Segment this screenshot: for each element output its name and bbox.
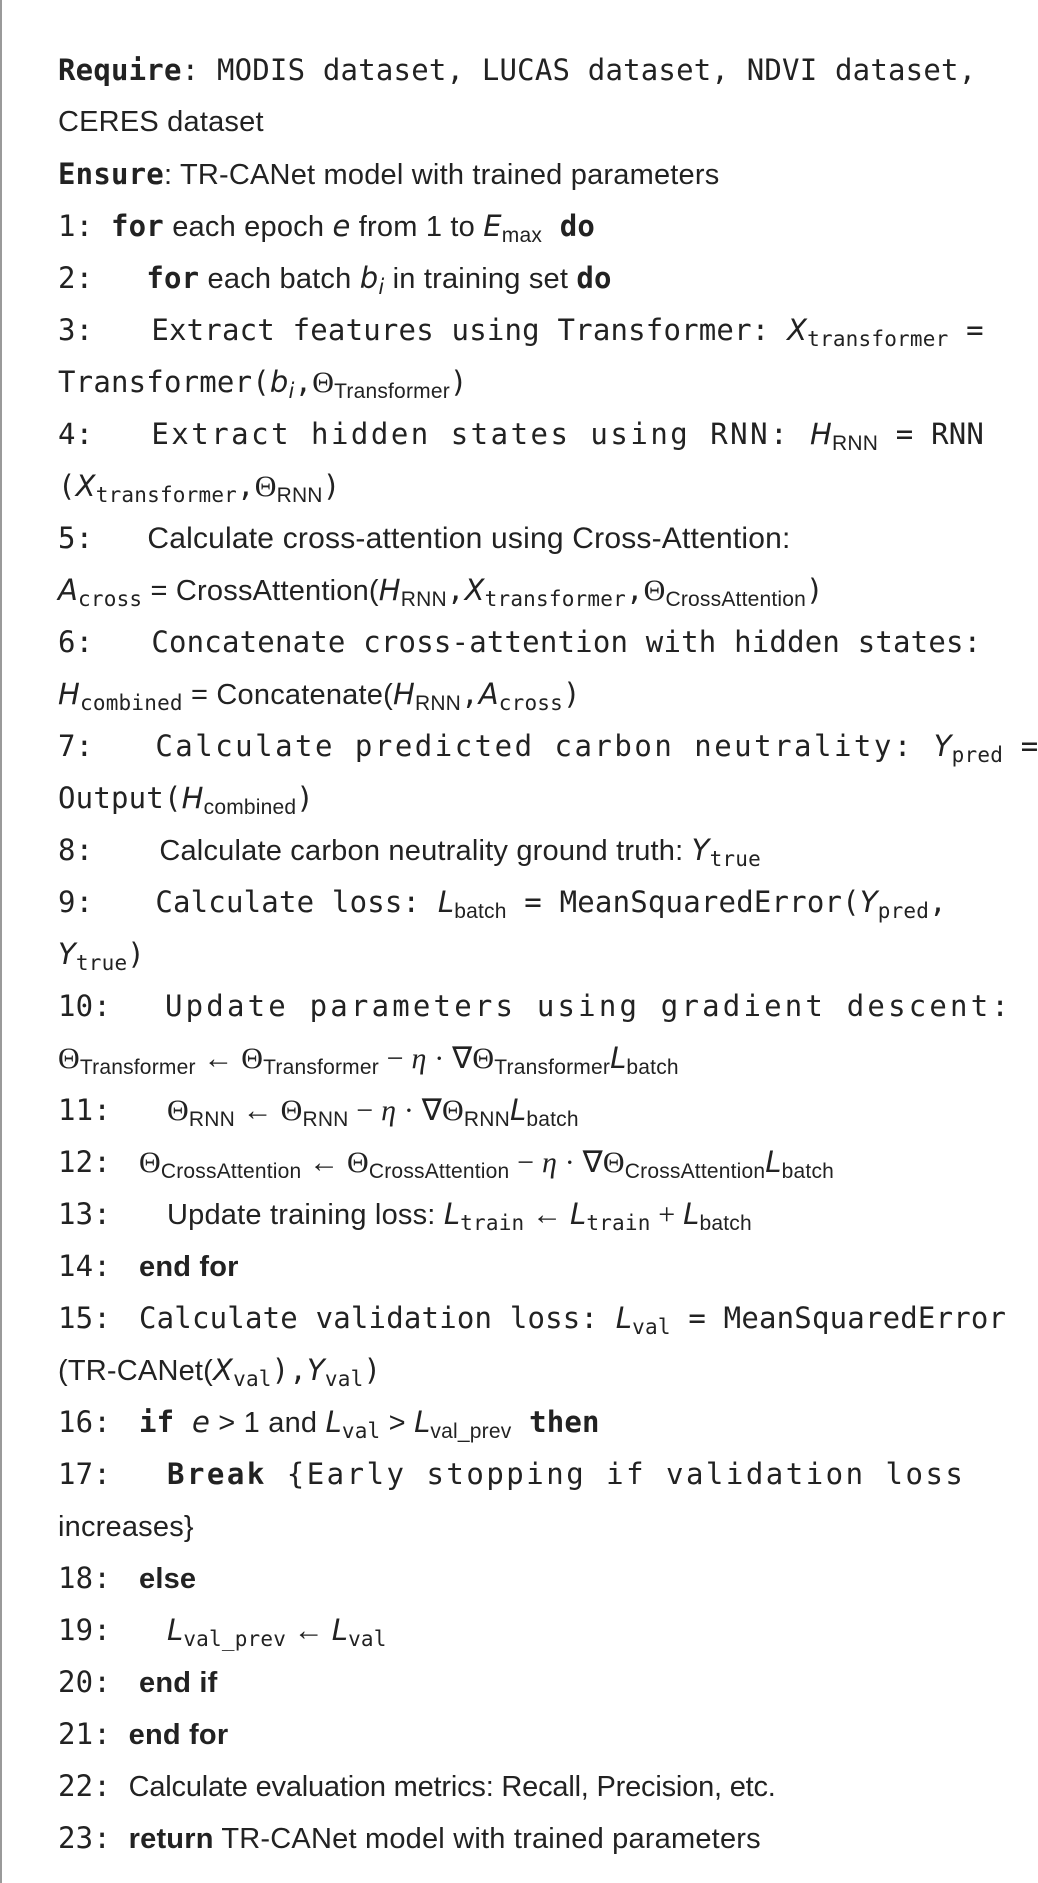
step-text: Calculate carbon neutrality ground truth: (159, 835, 692, 867)
math-var: L (765, 1145, 782, 1179)
step-21 (58, 1708, 998, 1760)
step-text: Update training loss: (166, 1199, 444, 1231)
math-sub: train (460, 1211, 525, 1235)
math-sub: cross (498, 691, 563, 715)
step-5 (58, 512, 998, 564)
step-text: Extract hidden states using RNN: (151, 417, 810, 451)
step-text: each epoch (163, 211, 333, 243)
step-23 (58, 1812, 998, 1864)
step-text: , (625, 573, 644, 607)
step-number: 2: (58, 261, 147, 295)
step-number: 14: (58, 1249, 111, 1283)
math-op: − (509, 1146, 542, 1179)
step-text: from 1 to (350, 211, 484, 243)
left-border (0, 0, 2, 1883)
math-sub: Transformer (334, 380, 450, 403)
math-var: L (443, 1197, 461, 1231)
math-var: L (610, 1041, 627, 1075)
step-4-cont (58, 460, 998, 512)
step-text: ) (363, 1353, 382, 1387)
math-var: H (181, 781, 204, 815)
step-12 (58, 1136, 998, 1188)
step-text: ), (271, 1353, 307, 1387)
step-text: = (1003, 729, 1038, 763)
math-var: X (787, 313, 808, 347)
math-sub: transformer (95, 483, 238, 507)
math-sub: batch (781, 1160, 835, 1183)
math-sub: combined (203, 796, 297, 819)
step-number: 21: (58, 1717, 129, 1751)
math-op: ← (286, 1614, 332, 1647)
math-sub: max (501, 224, 543, 247)
step-number: 20: (58, 1665, 111, 1699)
step-text: > (380, 1407, 415, 1439)
math-sub: val (324, 1367, 364, 1391)
math-var: L (325, 1405, 342, 1439)
math-sub: batch (526, 1108, 579, 1131)
keyword: Break (166, 1457, 267, 1491)
step-17 (58, 1448, 998, 1500)
math-sub: val (348, 1627, 387, 1651)
math-var: ∇Θ (452, 1042, 495, 1075)
math-sub: pred (951, 743, 1004, 767)
math-var: A (478, 677, 499, 711)
step-8 (58, 824, 998, 876)
step-number: 22: (58, 1769, 129, 1803)
math-sub: CrossAttention (160, 1160, 302, 1183)
math-var: H (58, 677, 81, 711)
math-var: L (437, 885, 455, 919)
step-6 (58, 616, 998, 668)
math-var: Θ (58, 1042, 80, 1075)
math-sub: cross (78, 587, 143, 611)
math-var: H (378, 573, 401, 607)
math-var: L (331, 1613, 349, 1647)
math-sub: train (586, 1211, 651, 1235)
math-var: Θ (254, 470, 277, 503)
step-15-cont (58, 1344, 998, 1396)
step-number: 8: (58, 833, 94, 867)
step-10 (58, 980, 1013, 1032)
math-op: · (426, 1042, 453, 1075)
math-sub: val (632, 1315, 671, 1339)
math-sub: i (288, 379, 295, 403)
math-var: Θ (347, 1146, 369, 1179)
step-1 (58, 200, 998, 252)
step-15 (58, 1292, 1007, 1344)
step-text: , (237, 469, 255, 503)
math-var: Θ (280, 1094, 303, 1127)
step-text: ( (58, 469, 76, 503)
math-op: − (378, 1042, 412, 1075)
require-line-cont (58, 96, 998, 148)
math-var: L (570, 1197, 587, 1231)
step-text: = MeanSquaredError (670, 1301, 1007, 1335)
step-number: 15: (58, 1301, 111, 1335)
math-var: Θ (312, 366, 335, 399)
math-sub: i (378, 275, 385, 299)
step-10-cont (58, 1032, 998, 1084)
step-number: 12: (58, 1145, 111, 1179)
math-var: X (75, 469, 96, 503)
math-sub: batch (699, 1212, 752, 1235)
math-var: Y (306, 1353, 325, 1387)
step-9 (58, 876, 998, 928)
step-text: Calculate predicted carbon neutrality: (155, 729, 934, 763)
math-var: X (213, 1353, 234, 1387)
step-number: 9: (58, 885, 94, 919)
step-text: (TR-CANet( (58, 1355, 214, 1387)
math-sub: Transformer (494, 1056, 611, 1079)
math-sub: val (341, 1419, 381, 1443)
math-var: L (166, 1613, 184, 1647)
step-text: TR-CANet model with trained parameters (213, 1823, 761, 1855)
step-20 (58, 1656, 998, 1708)
math-sub: Transformer (263, 1056, 379, 1079)
step-text: = CrossAttention( (142, 575, 379, 607)
step-text: , (929, 885, 947, 919)
step-5-cont (58, 564, 998, 616)
math-op: · (396, 1094, 422, 1127)
math-sub: RNN (832, 432, 879, 455)
step-18 (58, 1552, 998, 1604)
math-sub: CrossAttention (665, 588, 807, 611)
math-sub: transformer (484, 587, 626, 611)
step-text: ) (127, 937, 145, 971)
math-op: + (650, 1198, 684, 1231)
step-number: 3: (58, 313, 94, 347)
math-sub: true (75, 951, 128, 975)
keyword: do (576, 261, 612, 295)
step-number: 6: (58, 625, 94, 659)
math-var: Y (691, 833, 710, 867)
math-var: L (510, 1093, 527, 1127)
keyword: end for (128, 1719, 229, 1751)
step-number: 10: (58, 989, 111, 1023)
step-number: 11: (58, 1093, 111, 1127)
math-var: b (269, 365, 289, 399)
step-text: increases} (58, 1511, 194, 1543)
math-var: E (483, 209, 502, 243)
keyword: end for (138, 1251, 239, 1283)
require-line (58, 44, 998, 96)
keyword: else (138, 1563, 197, 1595)
step-number: 7: (58, 729, 94, 763)
step-text: ) (563, 677, 581, 711)
step-4 (58, 408, 998, 460)
math-var: X (464, 573, 485, 607)
step-text: Calculate loss: (155, 885, 438, 919)
step-number: 13: (58, 1197, 111, 1231)
math-var: ∇Θ (582, 1146, 625, 1179)
ensure-text: : TR-CANet model with trained parameters (163, 159, 720, 191)
step-17-cont (58, 1500, 998, 1552)
step-2 (58, 252, 998, 304)
math-var: Θ (138, 1146, 161, 1179)
step-text: Calculate validation loss: (138, 1301, 616, 1335)
step-text: ) (449, 365, 468, 399)
math-sub: transformer (807, 327, 949, 351)
ensure-keyword: Ensure (58, 157, 164, 191)
ensure-line (58, 148, 998, 200)
math-var: L (414, 1405, 431, 1439)
step-11 (58, 1084, 998, 1136)
require-keyword: Require (58, 53, 182, 87)
math-var: Y (933, 729, 952, 763)
math-sub: val_prev (430, 1420, 512, 1443)
step-text: , (461, 677, 479, 711)
step-text: Calculate evaluation metrics: Recall, Precision, etc. (128, 1771, 776, 1803)
step-text: = MeanSquaredError( (506, 885, 860, 919)
math-var: η (541, 1146, 558, 1179)
math-op: · (557, 1146, 583, 1179)
step-text: {Early stopping if validation loss (266, 1457, 966, 1491)
require-text-cont: CERES dataset (58, 106, 264, 138)
step-number: 5: (58, 521, 94, 555)
math-var: H (810, 417, 833, 451)
keyword: return (128, 1823, 214, 1855)
math-sub: RNN (276, 484, 323, 507)
step-7 (58, 720, 1038, 772)
step-text: Output( (58, 781, 182, 815)
step-text: Calculate cross-attention using Cross-Attention: (147, 522, 791, 555)
step-text: ) (322, 469, 341, 503)
math-op: ← (195, 1042, 242, 1075)
step-text: Transformer( (58, 365, 270, 399)
step-text: ) (296, 781, 314, 815)
keyword: for (110, 209, 164, 243)
step-16 (58, 1396, 998, 1448)
math-sub: pred (877, 899, 930, 923)
math-var: Θ (643, 574, 666, 607)
math-var: Θ (241, 1042, 264, 1075)
math-var: Y (58, 937, 76, 971)
step-number: 1: (58, 209, 111, 243)
math-sub: combined (80, 691, 183, 715)
step-number: 17: (58, 1457, 111, 1491)
math-var: ∇Θ (421, 1094, 464, 1127)
keyword: then (511, 1405, 600, 1439)
math-sub: CrossAttention (368, 1160, 510, 1183)
math-op: ← (301, 1146, 347, 1179)
keyword: do (542, 209, 596, 243)
math-var: Θ (166, 1094, 189, 1127)
step-number: 4: (58, 417, 94, 451)
math-sub: true (709, 847, 761, 871)
keyword: end if (138, 1667, 218, 1699)
step-text: Extract features using Transformer: (151, 313, 788, 347)
math-sub: RNN (463, 1108, 511, 1131)
step-3 (58, 304, 998, 356)
math-sub: val (233, 1367, 272, 1391)
require-text: : MODIS dataset, LUCAS dataset, NDVI dataset, (181, 53, 977, 87)
step-text: = RNN (878, 417, 985, 451)
step-text: , (446, 573, 465, 607)
math-sub: CrossAttention (624, 1160, 766, 1183)
math-sub: batch (626, 1056, 679, 1079)
math-var: η (411, 1042, 427, 1075)
keyword: for (146, 261, 200, 295)
keyword: if (138, 1405, 175, 1439)
step-text: each batch (199, 263, 360, 295)
math-var: L (683, 1197, 700, 1231)
step-6-cont (58, 668, 998, 720)
math-var: A (58, 573, 79, 607)
step-number: 19: (58, 1613, 111, 1647)
step-number: 23: (58, 1821, 129, 1855)
step-13 (58, 1188, 998, 1240)
step-text: in training set (384, 263, 577, 295)
math-var: b (359, 261, 379, 295)
math-var: η (381, 1094, 397, 1127)
math-op: ← (524, 1198, 570, 1231)
step-number: 16: (58, 1405, 111, 1439)
step-text: , (294, 365, 313, 399)
step-text: = Concatenate( (182, 679, 393, 711)
math-sub: val_prev (183, 1627, 287, 1651)
math-op: ← (234, 1094, 281, 1127)
step-number: 18: (58, 1561, 111, 1595)
step-text: > 1 and (210, 1407, 326, 1439)
step-9-cont (58, 928, 998, 980)
step-text: Concatenate cross-attention with hidden states: (151, 625, 982, 659)
math-var: Y (859, 885, 878, 919)
step-7-cont (58, 772, 998, 824)
math-op: − (348, 1094, 382, 1127)
math-sub: RNN (414, 692, 462, 715)
step-19 (58, 1604, 998, 1656)
math-var: L (615, 1301, 633, 1335)
step-14 (58, 1240, 998, 1292)
math-sub: batch (454, 900, 507, 923)
math-sub: RNN (302, 1108, 349, 1131)
step-22 (58, 1760, 998, 1812)
step-text: Update parameters using gradient descent: (164, 989, 1013, 1023)
algorithm-block (58, 44, 1038, 1864)
math-var: e (191, 1405, 211, 1439)
math-var: H (392, 677, 415, 711)
step-text: ) (806, 573, 824, 607)
math-sub: Transformer (79, 1056, 196, 1079)
math-sub: RNN (400, 588, 447, 611)
step-3-cont (58, 356, 998, 408)
math-sub: RNN (188, 1108, 235, 1131)
step-text: = (948, 313, 984, 347)
math-var: e (332, 209, 351, 243)
